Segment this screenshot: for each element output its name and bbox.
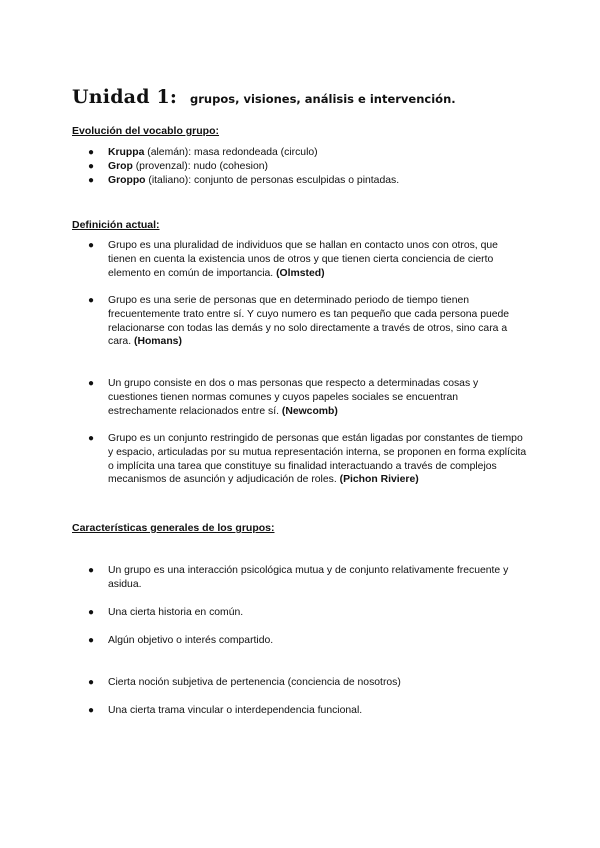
section-heading-definicion: Definición actual: (72, 219, 160, 231)
author-citation: (Olmsted) (276, 267, 325, 279)
list-evolucion (88, 146, 528, 187)
term-definition: (alemán): masa redondeada (circulo) (144, 147, 318, 158)
bullet-icon: ● (88, 607, 95, 618)
list-caracteristicas (88, 676, 528, 690)
author-citation: (Pichon Riviere) (339, 474, 419, 486)
list-item (88, 676, 528, 690)
list-item (88, 294, 528, 349)
term: Grop (108, 160, 133, 172)
bullet-icon: ● (88, 147, 95, 158)
term-definition: (provenzal): nudo (cohesion) (132, 160, 268, 172)
list-item (88, 174, 528, 188)
bullet-icon: ● (88, 433, 95, 444)
list-item (88, 634, 528, 648)
list-caracteristicas (88, 606, 528, 620)
characteristic-text: Cierta noción subjetiva de pertenencia (conciencia de nosotros) (108, 677, 401, 688)
definition-text: Grupo es un conjunto restringido de personas que están ligadas por constantes de tiempo y espacio, articuladas por su mutua representación interna, se proponen en forma explícita o implícita una tarea que constituye su finalidad interactuando a través de complejos mecanismos de asunción y adjudicación de roles. (108, 433, 527, 486)
characteristic-text: Una cierta trama vincular o interdependencia funcional. (108, 705, 363, 716)
list-definicion (88, 432, 528, 487)
bullet-icon: ● (88, 160, 95, 172)
section-heading-caracteristicas: Características generales de los grupos: (72, 522, 275, 534)
term-definition: (italiano): conjunto de personas esculpidas o pintadas. (145, 174, 400, 186)
list-item (88, 377, 528, 418)
section-heading-evolucion: Evolución del vocablo grupo: (72, 125, 220, 137)
list-definicion (88, 294, 528, 349)
author-citation: (Homans) (134, 336, 182, 348)
bullet-icon: ● (88, 240, 95, 251)
bullet-icon: ● (88, 705, 95, 716)
list-item (88, 432, 528, 487)
list-caracteristicas (88, 704, 528, 718)
characteristic-text: Un grupo es una interacción psicológica mutua y de conjunto relativamente frecuente y asidua. (108, 565, 509, 590)
bullet-icon: ● (88, 677, 95, 688)
list-item (88, 606, 528, 620)
definition-text: Un grupo consiste en dos o mas personas que respecto a determinadas cosas y cuestiones tienen normas comunes y cuyos papeles sociales se encuentran estrechamente relacionados entre sí. (108, 378, 479, 417)
characteristic-text: Una cierta historia en común. (108, 607, 244, 618)
definition-text: Grupo es una serie de personas que en determinado periodo de tiempo tienen frecuentemente trato entre sí. Y cuyo numero es tan pequeño que cada persona puede relacionarse con todas las demás y no solo directamente a través de otros, sino cara a cara. (108, 295, 510, 348)
unit-subtitle: grupos, visiones, análisis e intervención. (190, 92, 456, 106)
characteristic-text: Algún objetivo o interés compartido. (108, 635, 274, 646)
bullet-icon: ● (88, 295, 95, 306)
list-item (88, 564, 528, 592)
list-caracteristicas (88, 634, 528, 648)
list-item (88, 146, 528, 160)
list-item (88, 704, 528, 718)
author-citation: (Newcomb) (281, 405, 338, 417)
unit-label: Unidad 1: (72, 86, 178, 108)
term: Groppo (108, 174, 146, 186)
bullet-icon: ● (88, 174, 95, 186)
list-item (88, 160, 528, 174)
bullet-icon: ● (88, 635, 95, 646)
list-definicion (88, 377, 528, 418)
list-caracteristicas (88, 564, 528, 592)
list-item (88, 239, 528, 280)
bullet-icon: ● (88, 565, 95, 576)
list-definicion (88, 239, 528, 280)
page-title (72, 76, 456, 108)
bullet-icon: ● (88, 378, 95, 389)
definition-text: Grupo es una pluralidad de individuos que se hallan en contacto unos con otros, que tienen en cuenta la existencia unos de otros y que tienen cierta conciencia de cierto elemento en común de importancia. (108, 240, 498, 279)
term: Kruppa (108, 147, 145, 158)
